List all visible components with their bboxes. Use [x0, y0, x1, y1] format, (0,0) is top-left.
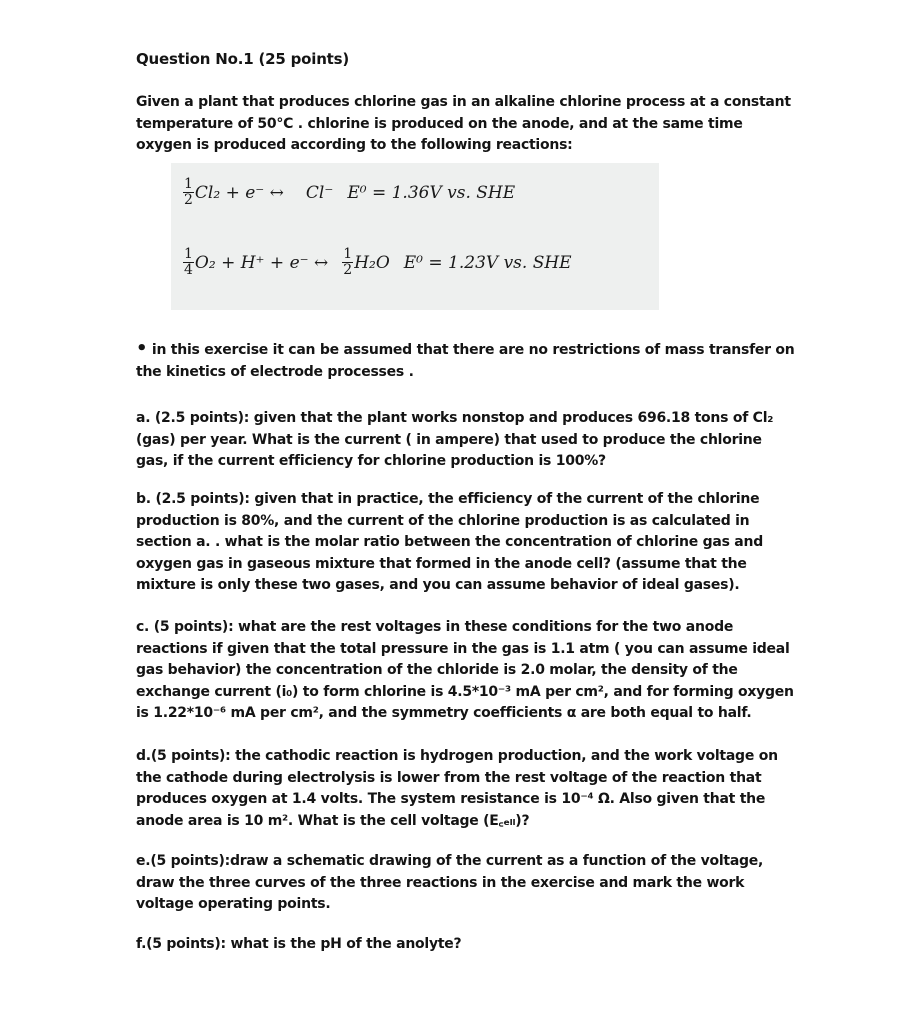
- part-c: c. (5 points): what are the rest voltages in these conditions for the two anode reactions if given that the total pressure in the gas is 1.1 atm ( you can assume ideal gas behavior) the concentration of the chloride is 2.0 molar, the density of the exchange current (i₀) to form chlorine is 4.5*10⁻³ mA per cm², and for forming oxygen is 1.22*10⁻⁶ mA per cm², and the symmetry coefficients α are both equal to half.: [136, 619, 794, 721]
- eq2-right-side: H₂O: [354, 252, 390, 273]
- eq2-right-coefficient: [342, 247, 353, 278]
- assumption-note: [136, 338, 796, 383]
- chlorine-reaction-equation: [183, 177, 515, 208]
- note-bullet: •: [136, 338, 148, 359]
- eq1-coefficient-numerator: 1: [184, 176, 193, 192]
- part-a: a. (2.5 points): given that the plant works nonstop and produces 696.18 tons of Cl₂ (gas) per year. What is the current ( in ampere) that used to produce the chlorine gas, if the current efficiency for chlorine production is 100%?: [136, 410, 774, 469]
- question-intro: Given a plant that produces chlorine gas in an alkaline chlorine process at a constant temperature of 50°C . chlorine is produced on the anode, and at the same time oxygen is produced according to the following reactions:: [136, 94, 791, 153]
- question-heading: Question No.1 (25 points): [136, 50, 350, 68]
- eq1-left-side: Cl₂ + e⁻ ↔: [194, 182, 284, 203]
- part-e: e.(5 points):draw a schematic drawing of the current as a function of the voltage, draw the three curves of the three reactions in the exercise and mark the work voltage operating points.: [136, 853, 764, 912]
- eq1-standard-potential: E⁰ = 1.36V vs. SHE: [347, 182, 516, 203]
- reaction-equations-box: [171, 163, 659, 310]
- eq2-left-side: O₂ + H⁺ + e⁻ ↔: [194, 252, 329, 273]
- eq1-right-side: Cl⁻: [305, 182, 334, 203]
- part-d: d.(5 points): the cathodic reaction is hydrogen production, and the work voltage on the cathode during electrolysis is lower from the rest voltage of the reaction that produces oxygen at 1.4 volts. The system resistance is 10⁻⁴ Ω. Also given that the anode area is 10 m². What is the cell voltage (E꜀ₑₗₗ)?: [136, 748, 778, 829]
- eq2-right-coefficient-denominator: 2: [343, 262, 353, 278]
- part-f: f.(5 points): what is the pH of the anolyte?: [136, 936, 462, 952]
- eq2-coefficient-numerator: 1: [184, 246, 193, 262]
- eq1-coefficient-denominator: 2: [184, 192, 193, 208]
- eq2-coefficient-denominator: 4: [184, 262, 193, 278]
- eq2-standard-potential: E⁰ = 1.23V vs. SHE: [403, 252, 572, 273]
- eq2-coefficient: [183, 247, 194, 278]
- part-b: b. (2.5 points): given that in practice, the efficiency of the current of the chlorine production is 80%, and the current of the chlorine production is as calculated in section a. . what is the molar ratio between the concentration of chlorine gas and oxygen gas in gaseous mixture that formed in the anode cell? (assume that the mixture is only these two gases, and you can assume behavior of ideal gases).: [136, 491, 763, 593]
- note-text: in this exercise it can be assumed that there are no restrictions of mass transfer on the kinetics of electrode processes .: [136, 342, 795, 380]
- eq2-right-coefficient-numerator: 1: [343, 246, 353, 262]
- eq1-coefficient: [183, 177, 194, 208]
- oxygen-reaction-equation: [183, 247, 572, 278]
